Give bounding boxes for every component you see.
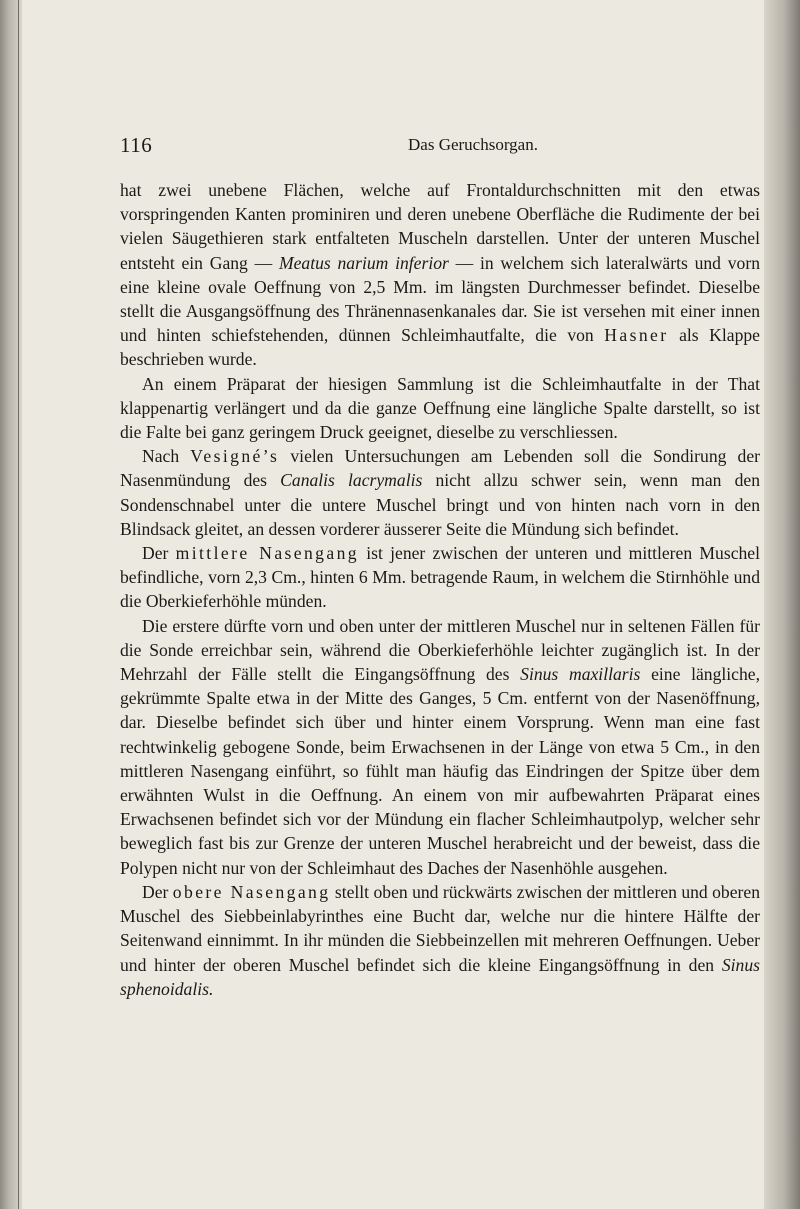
latin-term: Meatus narium inferior (278, 252, 449, 273)
text-run: als Klappe beschrieben wurde. (120, 325, 760, 370)
text-run: hat zwei unebene Flächen, welche auf Frontaldurchschnitten mit den etwas vorspringenden Kanten prominiren und deren unebene Oberfläche die Rudimente der bei vielen Säugethieren stark entfalteten Muscheln darstellen. Unter der unteren Muschel entsteht ein Gang — (120, 180, 760, 273)
paragraph (120, 444, 760, 541)
text-run: An einem Präparat der hiesigen Sammlung ist die Schleimhautfalte in der That klappenartig verlängert und da die ganze Oeffnung eine längliche Spalte darstellt, so ist die Falte bei ganz geringem Druck geeignet, dieselbe zu verschliessen. (120, 373, 760, 443)
text-run: Der (142, 881, 173, 902)
latin-term: Canalis lacrymalis (280, 470, 423, 491)
text-run: — in welchem sich lateralwärts und vorn eine kleine ovale Oeffnung von 2,5 Mm. im längsten Durchmesser befindet. Dieselbe stellt die Ausgangsöffnung des Thränennasenkanales dar. Sie ist versehen mit einer innen und hinten schiefstehenden, dünnen Schleimhautfalte, die von (120, 252, 760, 346)
text-run: stellt oben und rückwärts zwischen der mittleren und oberen Muschel des Siebbeinlabyrinthes eine Bucht dar, welche nur die hintere Hälfte der Seitenwand einnimmt. In ihr münden die Siebbeinzellen mit mehreren Oeffnungen. Ueber und hinter der oberen Muschel befindet sich die kleine Eingangsöffnung in den (120, 881, 761, 975)
emphasized-term: mittlere Nasengang (175, 543, 359, 564)
paragraph (120, 178, 760, 372)
text-run: Nach (142, 446, 191, 467)
page-number: 116 (120, 133, 153, 157)
emphasized-term: Vesigné’s (190, 446, 280, 467)
emphasized-term: Hasner (604, 325, 669, 346)
book-gutter-left (0, 0, 22, 1209)
text-run: eine längliche, gekrümmte Spalte etwa in der Mitte des Ganges, 5 Cm. entfernt von der Nasenöffnung, dar. Dieselbe befindet sich über und hinter einem Vorsprung. Wenn man eine fast rechtwinkelig gebogene Sonde, beim Erwachsenen in der Länge von etwa 5 Cm., in den mittleren Nasengang einführt, so fühlt man häufig das Eindringen der Spitze über dem erwähnten Wulst in die Oeffnung. An einem von mir aufbewahrten Präparat eines Erwachsenen befindet sich vor der Mündung ein flacher Schleimhautpolyp, welcher sehr beweglich fast bis zur Grenze der unteren Muschel herabreicht und der beweist, dass die Polypen nicht nur von der Schleimhaut des Daches der Nasenhöhle ausgehen. (120, 664, 760, 878)
emphasized-term: obere Nasengang (172, 881, 331, 902)
text-run: ist jener zwischen der unteren und mittleren Muschel befindliche, vorn 2,3 Cm., hinten 6 Mm. betragende Raum, in welchem die Stirnhöhle und die Oberkieferhöhle münden. (120, 543, 760, 612)
text-run: vielen Untersuchungen am Lebenden soll die Sondirung der Nasenmündung des (120, 446, 760, 491)
paragraph (120, 372, 760, 445)
text-run: Der (142, 543, 176, 564)
text-run: Die erstere dürfte vorn und oben unter der mittleren Muschel nur in seltenen Fällen für die Sonde erreichbar sein, während die Oberkieferhöhle leichter zugänglich ist. In der Mehrzahl der Fälle stellt die Eingangsöffnung des (120, 615, 760, 685)
body-text (120, 178, 760, 1001)
book-edge-right (764, 0, 800, 1209)
paragraph (120, 614, 760, 880)
paragraph (120, 880, 760, 1001)
running-title: Das Geruchsorgan. (408, 135, 538, 154)
book-page (22, 0, 764, 1209)
latin-term: Sinus sphenoidalis. (120, 954, 760, 999)
page-header (120, 133, 760, 159)
paragraph (120, 541, 760, 614)
latin-term: Sinus maxillaris (520, 664, 641, 685)
text-run: nicht allzu schwer sein, wenn man den Sondenschnabel unter die untere Muschel bringt und von hinten nach vorn in den Blindsack gleitet, an dessen vorderer äusserer Seite die Mündung sich befindet. (120, 470, 760, 539)
